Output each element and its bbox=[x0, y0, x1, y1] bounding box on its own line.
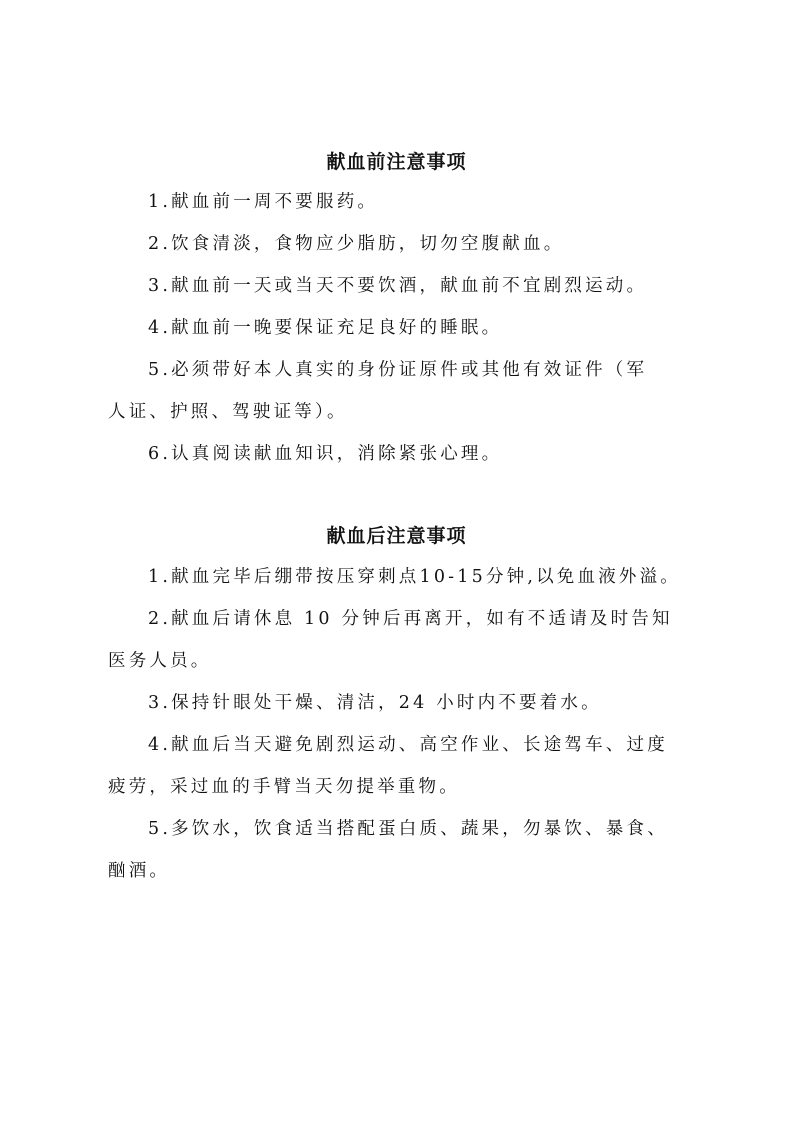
after-item-1: 1.献血完毕后绷带按压穿刺点10-15分钟,以免血液外溢。 bbox=[148, 567, 682, 587]
after-item-3: 3.保持针眼处干燥、清洁，24 小时内不要着水。 bbox=[148, 693, 602, 713]
before-item-4: 4.献血前一晚要保证充足良好的睡眠。 bbox=[148, 318, 503, 338]
after-item-2-line-1: 2.献血后请休息 10 分钟后再离开，如有不适请及时告知 bbox=[148, 609, 673, 629]
before-item-3: 3.献血前一天或当天不要饮酒，献血前不宜剧烈运动。 bbox=[148, 276, 648, 296]
before-item-2: 2.饮食清淡，食物应少脂肪，切勿空腹献血。 bbox=[148, 234, 565, 254]
after-item-5-line-1: 5.多饮水，饮食适当搭配蛋白质、蔬果，勿暴饮、暴食、 bbox=[148, 819, 668, 839]
before-item-1: 1.献血前一周不要服药。 bbox=[148, 192, 379, 212]
section-title-after: 献血后注意事项 bbox=[326, 525, 467, 547]
before-item-5-line-2: 人证、护照、驾驶证等）。 bbox=[108, 402, 348, 422]
after-item-2-line-2: 医务人员。 bbox=[108, 651, 212, 671]
after-item-5-line-2: 酗酒。 bbox=[108, 861, 171, 881]
section-title-before: 献血前注意事项 bbox=[326, 151, 467, 173]
after-item-4-line-1: 4.献血后当天避免剧烈运动、高空作业、长途驾车、过度 bbox=[148, 735, 668, 755]
before-item-5-line-1: 5.必须带好本人真实的身份证原件或其他有效证件（军 bbox=[148, 360, 648, 380]
before-item-6: 6.认真阅读献血知识，消除紧张心理。 bbox=[148, 444, 503, 464]
after-item-4-line-2: 疲劳，采过血的手臂当天勿提举重物。 bbox=[108, 777, 460, 797]
